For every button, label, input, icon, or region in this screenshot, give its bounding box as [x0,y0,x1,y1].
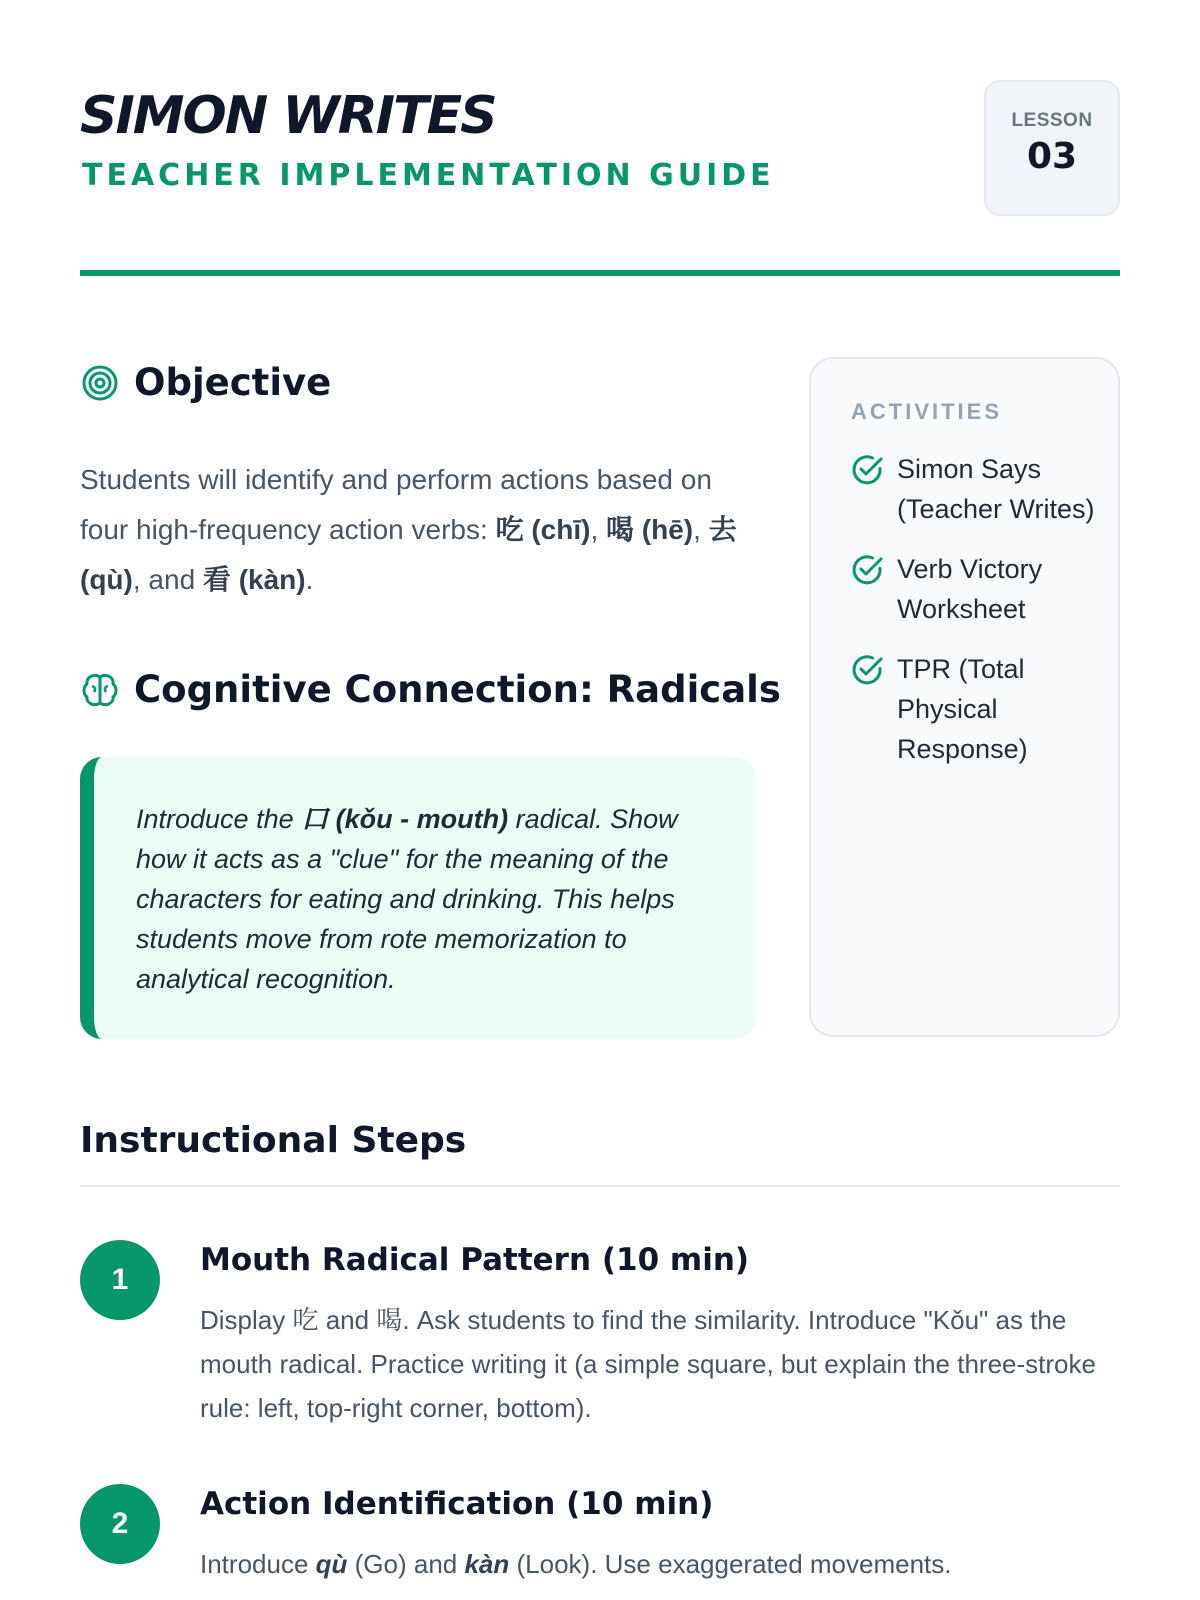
step-text: Display [200,1305,293,1335]
step-number-badge: 2 [80,1484,160,1564]
activities-list [851,449,1098,769]
list-item [851,549,1098,629]
header-divider [80,270,1120,276]
target-icon [80,363,120,403]
activities-title: ACTIVITIES [851,399,1003,424]
objective-intro: Students will identify and perform actions based on four high-frequency action verbs: [80,464,712,545]
check-circle-icon [851,553,885,587]
activity-label: Simon Says (Teacher Writes) [897,454,1095,524]
step-number-badge: 1 [80,1240,160,1320]
step-description [200,1298,1120,1430]
radical-name: 口 (kǒu - mouth) [301,804,509,834]
activity-label: Verb Victory Worksheet [897,554,1043,624]
step-text: Introduce [200,1549,316,1579]
lesson-label: LESSON [1011,110,1093,131]
verb-qu: 去 (qù) [80,514,737,595]
activities-card [809,357,1120,1037]
step-text: (Look). Use exaggerated movements. [509,1549,952,1579]
step-description [200,1542,1120,1586]
lesson-badge [984,80,1120,216]
step-text: (Go) and [347,1549,465,1579]
cognitive-title: Cognitive Connection: Radicals [134,668,781,711]
character-he: 喝 [376,1305,403,1335]
page-title: SIMON WRITES [80,86,496,146]
verb-he: 喝 (hē) [606,514,694,545]
objective-heading [80,361,331,404]
step-text: and [318,1305,377,1335]
steps-divider [80,1185,1120,1187]
page-header [80,80,1120,220]
step-text: . Ask students to find the similarity. Introduce "Kǒu" as the mouth radical. Practice writing it (a simple square, but explain the three-stroke rule: left, top-right corner, bottom). [200,1305,1096,1423]
period: . [305,564,314,595]
cognitive-heading [80,668,781,711]
check-circle-icon [851,453,885,487]
steps-heading: Instructional Steps [80,1120,467,1161]
check-circle-icon [851,653,885,687]
separator: , and [132,564,203,595]
page-subtitle: TEACHER IMPLEMENTATION GUIDE [82,158,775,193]
character-chi: 吃 [292,1305,319,1335]
pinyin-kan: kàn [464,1549,510,1579]
pinyin-qu: qù [315,1549,348,1579]
separator: , [590,514,607,545]
objective-text [80,455,750,605]
separator: , [693,514,709,545]
callout-intro: Introduce the [136,804,302,834]
verb-chi: 吃 (chī) [495,514,591,545]
step-title: Action Identification (10 min) [200,1486,714,1522]
brain-icon [80,670,120,710]
callout-body: radical. Show how it acts as a "clue" for the meaning of the characters for eating and drinking. This helps students move from rote memorization to analytical recognition. [136,804,678,994]
verb-kan: 看 (kàn) [202,564,306,595]
radical-callout [80,757,756,1039]
lesson-number: 03 [1026,136,1078,177]
lesson-guide-page [80,0,1120,1600]
objective-title: Objective [134,361,332,404]
callout-text [136,799,716,999]
activity-label: TPR (Total Physical Response) [897,654,1028,764]
list-item [851,449,1098,529]
list-item [851,649,1098,769]
step-title: Mouth Radical Pattern (10 min) [200,1242,750,1278]
